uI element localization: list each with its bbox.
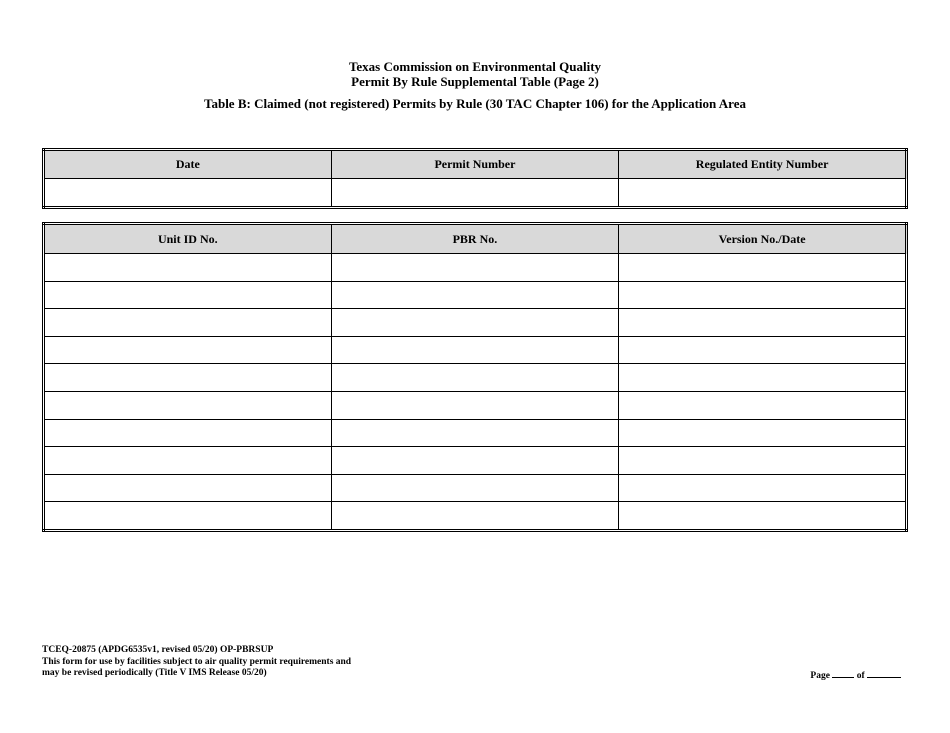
table-cell[interactable]: [619, 447, 907, 475]
table-cell[interactable]: [44, 474, 332, 502]
table-row: [44, 364, 907, 392]
form-footer: [42, 645, 351, 680]
agency-name: Texas Commission on Environmental Quality: [348, 59, 602, 74]
table-cell[interactable]: [331, 281, 619, 309]
table-cell[interactable]: [44, 391, 332, 419]
table-cell[interactable]: [619, 502, 907, 531]
table-cell[interactable]: [44, 179, 332, 208]
footer-note-line-1: This form for use by facilities subject to air quality permit requirements and: [42, 656, 352, 667]
column-header-version-date: Version No./Date: [619, 224, 907, 254]
of-label: of: [856, 671, 865, 681]
table-cell[interactable]: [619, 179, 907, 208]
footer-note-line-2: may be revised periodically (Title V IMS Release 05/20): [42, 668, 267, 678]
table-cell[interactable]: [44, 447, 332, 475]
table-row: [44, 391, 907, 419]
table-row: [44, 309, 907, 337]
table-cell[interactable]: [44, 309, 332, 337]
pbr-units-table: [42, 222, 908, 532]
table-cell[interactable]: [331, 474, 619, 502]
page-label: Page: [810, 671, 830, 681]
table-row: [44, 474, 907, 502]
table-row: [44, 336, 907, 364]
table-cell[interactable]: [331, 391, 619, 419]
table-row: [44, 419, 907, 447]
page-total-blank[interactable]: [867, 668, 901, 678]
form-subtitle: Permit By Rule Supplemental Table (Page 2): [351, 74, 599, 89]
table-row: [44, 179, 907, 208]
table-cell[interactable]: [331, 447, 619, 475]
table-header-row: [44, 150, 907, 179]
column-header-pbr-no: PBR No.: [331, 224, 619, 254]
table-header-row: [44, 224, 907, 254]
table-cell[interactable]: [619, 336, 907, 364]
page-number-field: [810, 668, 901, 683]
table-cell[interactable]: [619, 254, 907, 282]
table-cell[interactable]: [331, 179, 619, 208]
table-cell[interactable]: [44, 419, 332, 447]
table-cell[interactable]: [44, 336, 332, 364]
table-cell[interactable]: [331, 502, 619, 531]
table-row: [44, 254, 907, 282]
table-row: [44, 281, 907, 309]
table-cell[interactable]: [619, 364, 907, 392]
form-id: TCEQ-20875 (APDG6535v1, revised 05/20) OP-PBRSUP: [42, 645, 274, 655]
table-cell[interactable]: [331, 309, 619, 337]
table-cell[interactable]: [44, 281, 332, 309]
column-header-regulated-entity-number: Regulated Entity Number: [619, 150, 907, 179]
table-cell[interactable]: [331, 254, 619, 282]
table-title: Table B: Claimed (not registered) Permits by Rule (30 TAC Chapter 106) for the Application Area: [203, 96, 746, 111]
table-cell[interactable]: [619, 391, 907, 419]
table-row: [44, 502, 907, 531]
permit-info-table: [42, 148, 908, 209]
table-cell[interactable]: [44, 254, 332, 282]
table-row: [44, 447, 907, 475]
table-cell[interactable]: [44, 364, 332, 392]
table-cell[interactable]: [619, 419, 907, 447]
column-header-date: Date: [44, 150, 332, 179]
table-cell[interactable]: [331, 364, 619, 392]
column-header-unit-id: Unit ID No.: [44, 224, 332, 254]
table-cell[interactable]: [44, 502, 332, 531]
page-number-blank[interactable]: [832, 668, 854, 678]
column-header-permit-number: Permit Number: [331, 150, 619, 179]
table-cell[interactable]: [331, 336, 619, 364]
table-cell[interactable]: [331, 419, 619, 447]
table-cell[interactable]: [619, 474, 907, 502]
table-cell[interactable]: [619, 309, 907, 337]
table-cell[interactable]: [619, 281, 907, 309]
